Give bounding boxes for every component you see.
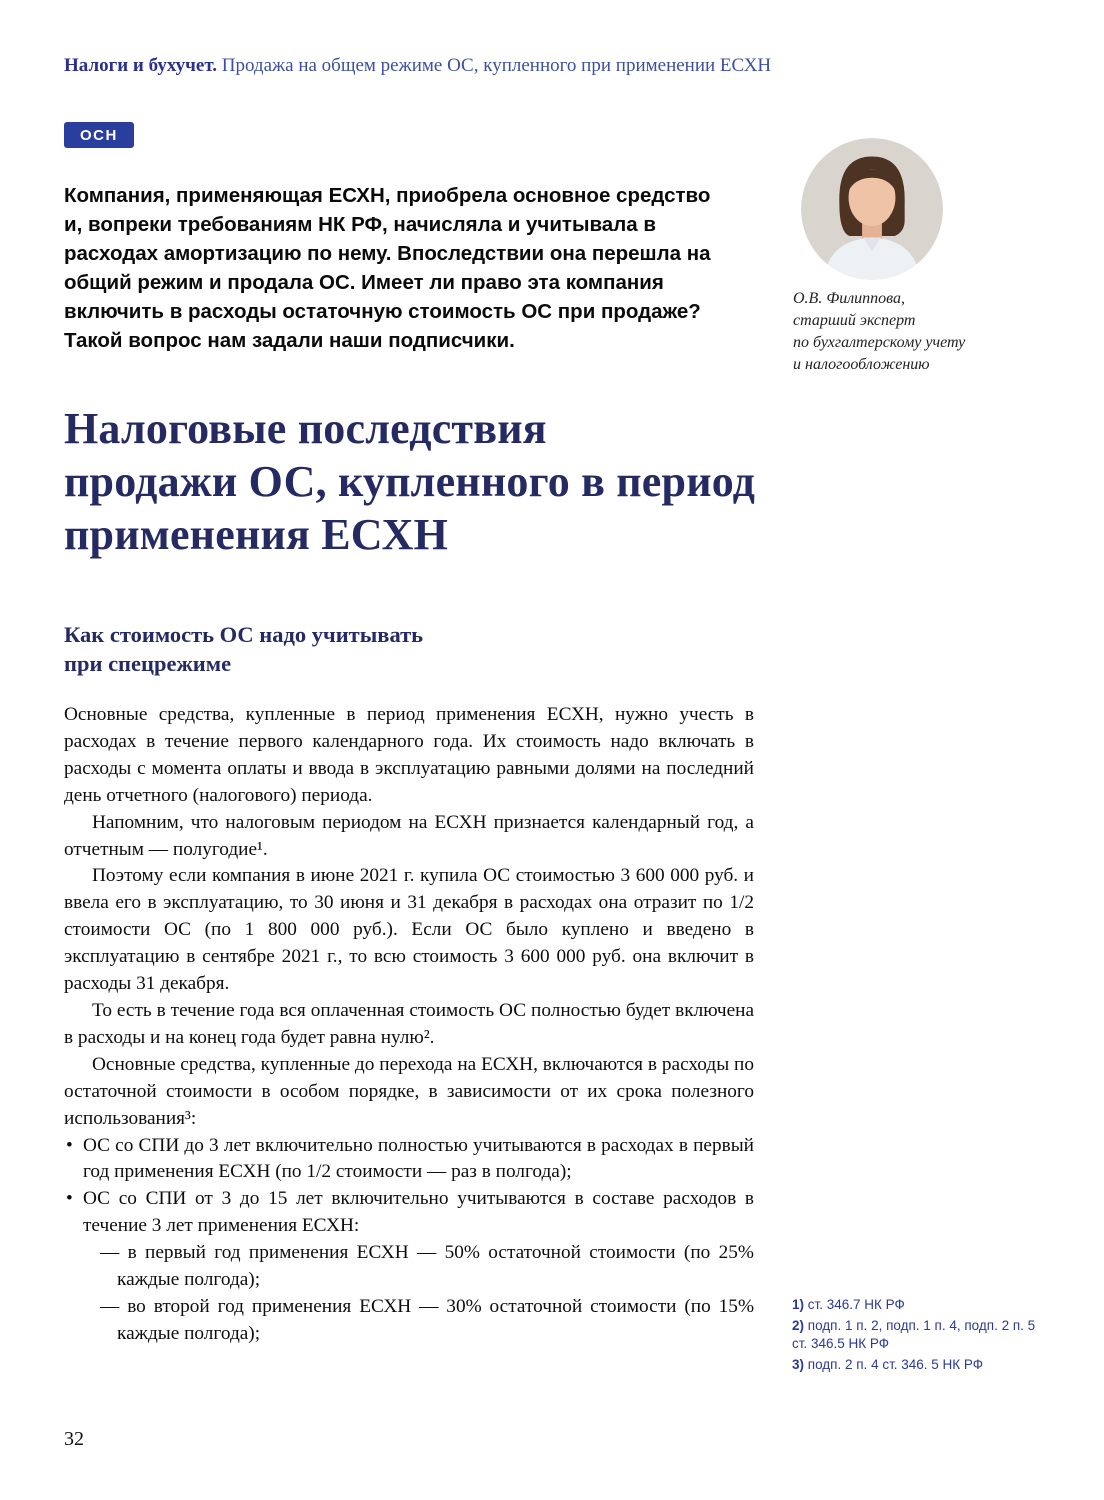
article-body [64,620,754,1348]
page-header [64,54,1044,78]
page-title [64,402,1044,561]
author-portrait-illustration [801,138,943,280]
author-caption [793,288,1025,376]
footnotes [792,1296,1042,1376]
bullet-subitem: — во второй год применения ЕСХН — 30% остаточной стоимости (по 15% каждые полгода); [100,1295,754,1344]
footnote-number: 1) [792,1297,805,1312]
author-name: О.В. Филиппова, [793,290,906,307]
footnote [792,1317,1042,1354]
regime-badge-osn: ОСН [64,122,134,148]
page-number: 32 [64,1428,84,1450]
title-line: Налоговые последствия [64,404,547,453]
bullet-subitem: — в первый год применения ЕСХН — 50% остаточной стоимости (по 25% каждые полгода); [100,1242,754,1291]
footnote-number: 3) [792,1356,805,1372]
bullet-item: • ОС со СПИ от 3 до 15 лет включительно учитываются в составе расходов в течение 3 лет применения ЕСХН: [64,1186,754,1240]
author-role-line: по бухгалтерскому учету [793,334,966,351]
footnote-text: ст. 346.7 НК РФ [807,1297,905,1312]
section-heading-line: Как стоимость ОС надо учитывать [64,622,424,647]
footnote [792,1296,1042,1315]
title-line: применения ЕСХН [64,510,449,559]
title-line: продажи ОС, купленного в период [64,457,756,506]
article-topic: Продажа на общем режиме ОС, купленного при применении ЕСХН [221,55,772,76]
footnote-text: подп. 1 п. 2, подп. 1 п. 4, подп. 2 п. 5 ст. 346.5 НК РФ [792,1317,1036,1351]
paragraph: Поэтому если компания в июне 2021 г. купила ОС стоимостью 3 600 000 руб. и ввела его в эксплуатацию, то 30 июня и 31 декабря в расходах она отразит по 1/2 стоимости ОС (по 1 800 000 руб.). Если ОС было куплено и введено в эксплуатацию в сентябре 2021 г., то всю стоимость 3 600 000 руб. она включит в расходы 31 декабря. [64,865,754,995]
author-role-line: и налогообложению [793,356,930,373]
footnote-number: 2) [792,1317,805,1333]
author-block [793,138,1025,376]
paragraph: Напомним, что налоговым периодом на ЕСХН признается календарный год, а отчетным — полугодие¹. [64,811,754,860]
paragraph: Основные средства, купленные до перехода на ЕСХН, включаются в расходы по остаточной стоимости в особом порядке, в зависимости от их срока полезного использования³: [64,1053,754,1129]
author-role-line: старший эксперт [793,312,916,329]
footnote [792,1356,1042,1375]
footnote-text: подп. 2 п. 4 ст. 346. 5 НК РФ [807,1356,984,1372]
intro-question: Компания, применяющая ЕСХН, приобрела основное средство и, вопреки требованиям НК РФ, начисляла и учитывала в расходах амортизацию по нему. Впоследствии она перешла на общий режим и продала ОС. Имеет ли право эта компания включить в расходы остаточную стоимость ОС при продаже? Такой вопрос нам задали наши подписчики. [64,183,711,352]
section-heading [64,620,754,678]
author-photo [801,138,943,280]
paragraph: Основные средства, купленные в период применения ЕСХН, нужно учесть в расходах в течение первого календарного года. Их стоимость надо включать в расходы с момента оплаты и ввода в эксплуатацию равными долями на последний день отчетного (налогового) периода. [64,704,754,806]
paragraph: То есть в течение года вся оплаченная стоимость ОС полностью будет включена в расходы и на конец года будет равна нулю². [64,999,754,1048]
magazine-brand: Налоги и бухучет. [64,55,217,76]
bullet-item: • ОС со СПИ до 3 лет включительно полностью учитываются в расходах в первый год применения ЕСХН (по 1/2 стоимости — раз в полгода); [64,1133,754,1187]
section-heading-line: при спецрежиме [64,651,232,676]
